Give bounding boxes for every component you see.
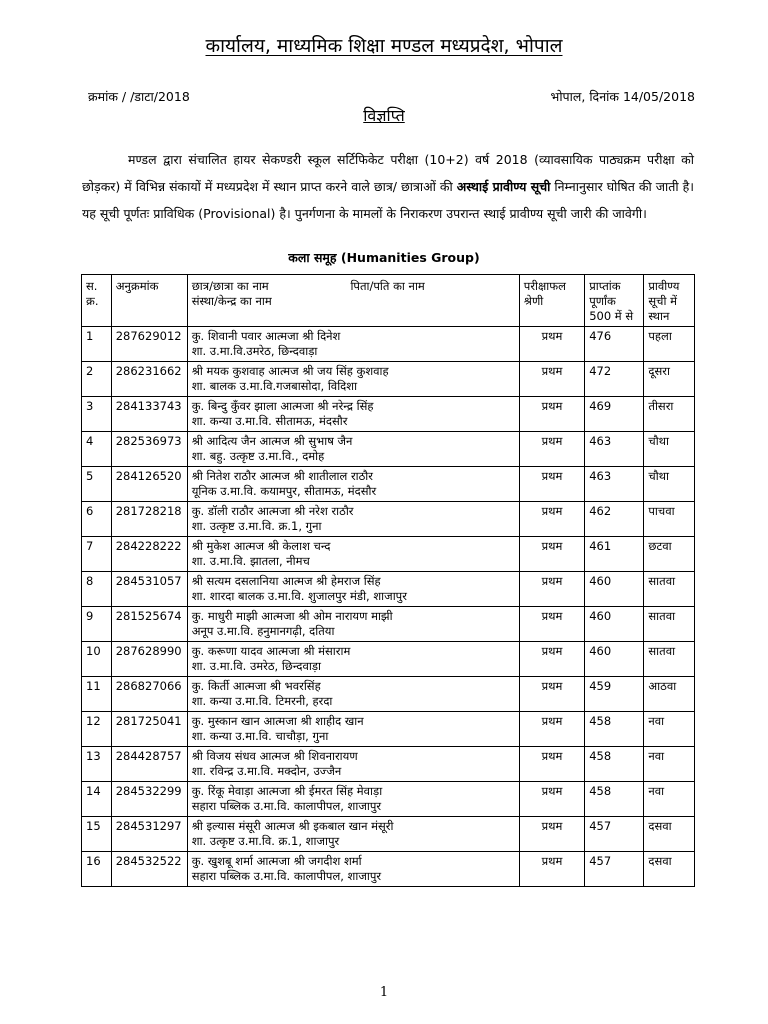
cell-student-details — [187, 362, 519, 397]
header-serial-number: स. क्र. — [82, 275, 112, 327]
school-name: शा. उ.मा.वि. झातला, नीमच — [191, 554, 310, 568]
table-row — [82, 467, 695, 502]
reference-number: क्रमांक / /डाटा/2018 — [88, 89, 190, 104]
cell-division: प्रथम — [519, 712, 584, 747]
header-student-name: छात्र/छात्रा का नाम पिता/पति का नाम संस्था/केन्द्र का नाम — [187, 275, 519, 327]
cell-serial-number: 11 — [82, 677, 112, 712]
student-name: कु. करूणा यादव आत्मजा श्री मंसाराम — [191, 644, 351, 658]
cell-marks: 463 — [585, 432, 644, 467]
school-name: सहारा पब्लिक उ.मा.वि. कालापीपल, शाजापुर — [191, 799, 382, 813]
cell-merit-rank: तीसरा — [644, 397, 695, 432]
cell-roll-number: 287629012 — [111, 327, 187, 362]
cell-serial-number: 8 — [82, 572, 112, 607]
cell-roll-number: 282536973 — [111, 432, 187, 467]
table-row — [82, 432, 695, 467]
cell-merit-rank: पाचवा — [644, 502, 695, 537]
table-row — [82, 327, 695, 362]
cell-division: प्रथम — [519, 572, 584, 607]
table-row — [82, 747, 695, 782]
cell-roll-number: 286231662 — [111, 362, 187, 397]
student-name: श्री इल्यास मंसूरी आत्मज श्री इकबाल खान मंसूरी — [191, 819, 394, 833]
notice-heading: विज्ञप्ति — [363, 106, 405, 125]
cell-merit-rank: नवा — [644, 782, 695, 817]
cell-division: प्रथम — [519, 362, 584, 397]
cell-roll-number: 284532522 — [111, 852, 187, 887]
cell-serial-number: 13 — [82, 747, 112, 782]
table-row — [82, 677, 695, 712]
cell-marks: 460 — [585, 607, 644, 642]
table-row — [82, 397, 695, 432]
school-name: शा. उ.मा.वि.उमरेठ, छिन्दवाड़ा — [191, 344, 318, 358]
cell-student-details — [187, 852, 519, 887]
cell-student-details — [187, 712, 519, 747]
table-row — [82, 537, 695, 572]
header-roll-number: अनुक्रमांक — [111, 275, 187, 327]
cell-marks: 462 — [585, 502, 644, 537]
cell-marks: 458 — [585, 782, 644, 817]
school-name: शा. उत्कृष्ट उ.मा.वि. क्र.1, शाजापुर — [191, 834, 340, 848]
cell-merit-rank: नवा — [644, 712, 695, 747]
cell-division: प्रथम — [519, 502, 584, 537]
cell-merit-rank: पहला — [644, 327, 695, 362]
table-row — [82, 817, 695, 852]
cell-roll-number: 284532299 — [111, 782, 187, 817]
cell-division: प्रथम — [519, 642, 584, 677]
student-name: श्री मुकेश आत्मज श्री केलाश चन्द — [191, 539, 331, 553]
cell-marks: 457 — [585, 852, 644, 887]
cell-roll-number: 281728218 — [111, 502, 187, 537]
table-row — [82, 572, 695, 607]
cell-serial-number: 5 — [82, 467, 112, 502]
cell-roll-number: 284531057 — [111, 572, 187, 607]
cell-marks: 457 — [585, 817, 644, 852]
cell-division: प्रथम — [519, 607, 584, 642]
group-title: कला समूह (Humanities Group) — [288, 250, 480, 265]
notice-paragraph — [82, 146, 694, 227]
school-name: अनूप उ.मा.वि. हनुमानगढ़ी, दतिया — [191, 624, 335, 638]
table-row — [82, 502, 695, 537]
cell-marks: 459 — [585, 677, 644, 712]
header-division: परीक्षाफल श्रेणी — [519, 275, 584, 327]
cell-marks: 460 — [585, 572, 644, 607]
cell-student-details — [187, 432, 519, 467]
table-row — [82, 607, 695, 642]
cell-roll-number: 286827066 — [111, 677, 187, 712]
table-header-row — [82, 275, 695, 327]
school-name: शा. बहु. उत्कृष्ट उ.मा.वि., दमोह — [191, 449, 325, 463]
cell-student-details — [187, 817, 519, 852]
student-name: कु. खुशबू शर्मा आत्मजा श्री जगदीश शर्मा — [191, 854, 362, 868]
cell-serial-number: 16 — [82, 852, 112, 887]
cell-serial-number: 2 — [82, 362, 112, 397]
cell-marks: 460 — [585, 642, 644, 677]
student-name: कु. किर्ती आत्मजा श्री भवरसिंह — [191, 679, 321, 693]
cell-merit-rank: सातवा — [644, 642, 695, 677]
student-name: श्री मयक कुशवाह आत्मज श्री जय सिंह कुशवाह — [191, 364, 389, 378]
cell-division: प्रथम — [519, 747, 584, 782]
cell-roll-number: 287628990 — [111, 642, 187, 677]
notice-text-bold: अस्थाई प्रावीण्य सूची — [456, 179, 551, 194]
page-number: 1 — [379, 985, 389, 1000]
cell-merit-rank: छटवा — [644, 537, 695, 572]
student-name: कु. शिवानी पवार आत्मजा श्री दिनेश — [191, 329, 341, 343]
school-name: शा. उ.मा.वि. उमरेठ, छिन्दवाड़ा — [191, 659, 322, 673]
cell-roll-number: 281725041 — [111, 712, 187, 747]
cell-marks: 463 — [585, 467, 644, 502]
cell-merit-rank: चौथा — [644, 432, 695, 467]
cell-merit-rank: चौथा — [644, 467, 695, 502]
cell-division: प्रथम — [519, 537, 584, 572]
cell-serial-number: 15 — [82, 817, 112, 852]
cell-division: प्रथम — [519, 327, 584, 362]
cell-merit-rank: नवा — [644, 747, 695, 782]
cell-merit-rank: सातवा — [644, 572, 695, 607]
table-row — [82, 852, 695, 887]
cell-serial-number: 9 — [82, 607, 112, 642]
cell-roll-number: 284531297 — [111, 817, 187, 852]
student-name: श्री आदित्य जैन आत्मज श्री सुभाष जैन — [191, 434, 353, 448]
cell-merit-rank: सातवा — [644, 607, 695, 642]
cell-roll-number: 284428757 — [111, 747, 187, 782]
cell-serial-number: 12 — [82, 712, 112, 747]
cell-student-details — [187, 677, 519, 712]
student-name: श्री विजय संधव आत्मज श्री शिवनारायण — [191, 749, 358, 763]
cell-student-details — [187, 572, 519, 607]
table-body — [82, 327, 695, 887]
table-row — [82, 642, 695, 677]
student-name: श्री सत्यम दसलानिया आत्मज श्री हेमराज सिंह — [191, 574, 381, 588]
student-name: कु. डॉली राठौर आत्मजा श्री नरेश राठौर — [191, 504, 354, 518]
school-name: शा. उत्कृष्ट उ.मा.वि. क्र.1, गुना — [191, 519, 322, 533]
cell-division: प्रथम — [519, 852, 584, 887]
cell-student-details — [187, 642, 519, 677]
cell-student-details — [187, 607, 519, 642]
table-row — [82, 782, 695, 817]
cell-serial-number: 3 — [82, 397, 112, 432]
cell-roll-number: 281525674 — [111, 607, 187, 642]
cell-marks: 476 — [585, 327, 644, 362]
place-date: भोपाल, दिनांक 14/05/2018 — [550, 89, 695, 104]
school-name: शा. कन्या उ.मा.वि. टिमरनी, हरदा — [191, 694, 333, 708]
cell-student-details — [187, 747, 519, 782]
student-name: श्री नितेश राठौर आत्मज श्री शातीलाल राठौर — [191, 469, 373, 483]
cell-marks: 472 — [585, 362, 644, 397]
cell-student-details — [187, 537, 519, 572]
notice-text-2: निम्नानुसार घोषित की जाती है। यह सूची पूर्णतः प्राविधिक (Provisional) है। पुनर्गणना के मामलों के निराकरण उपरान्त स्थाई प्रावीण्य सूची जारी की जावेगी। — [82, 179, 694, 221]
cell-marks: 458 — [585, 712, 644, 747]
cell-merit-rank: दसवा — [644, 852, 695, 887]
cell-roll-number: 284133743 — [111, 397, 187, 432]
merit-list-table — [81, 274, 695, 887]
school-name: सहारा पब्लिक उ.मा.वि. कालापीपल, शाजापुर — [191, 869, 382, 883]
cell-roll-number: 284126520 — [111, 467, 187, 502]
cell-serial-number: 10 — [82, 642, 112, 677]
school-name: शा. कन्या उ.मा.वि. चाचौड़ा, गुना — [191, 729, 329, 743]
cell-marks: 461 — [585, 537, 644, 572]
cell-serial-number: 14 — [82, 782, 112, 817]
cell-student-details — [187, 467, 519, 502]
cell-student-details — [187, 397, 519, 432]
cell-division: प्रथम — [519, 397, 584, 432]
cell-serial-number: 6 — [82, 502, 112, 537]
cell-student-details — [187, 782, 519, 817]
cell-serial-number: 1 — [82, 327, 112, 362]
table-row — [82, 362, 695, 397]
cell-marks: 458 — [585, 747, 644, 782]
cell-student-details — [187, 502, 519, 537]
school-name: शा. शारदा बालक उ.मा.वि. शुजालपुर मंडी, शाजापुर — [191, 589, 407, 603]
cell-roll-number: 284228222 — [111, 537, 187, 572]
cell-division: प्रथम — [519, 432, 584, 467]
table-row — [82, 712, 695, 747]
school-name: शा. बालक उ.मा.वि.गजबासोदा, विदिशा — [191, 379, 358, 393]
cell-serial-number: 4 — [82, 432, 112, 467]
header-marks: प्राप्तांक पूर्णांक 500 में से — [585, 275, 644, 327]
cell-division: प्रथम — [519, 817, 584, 852]
cell-division: प्रथम — [519, 677, 584, 712]
student-name: कु. मुस्कान खान आत्मजा श्री शाहीद खान — [191, 714, 364, 728]
cell-division: प्रथम — [519, 782, 584, 817]
school-name: यूनिक उ.मा.वि. कयामपुर, सीतामऊ, मंदसौर — [191, 484, 377, 498]
school-name: शा. कन्या उ.मा.वि. सीतामऊ, मंदसौर — [191, 414, 348, 428]
student-name: कु. माधुरी माझी आत्मजा श्री ओम नारायण माझी — [191, 609, 393, 623]
notice-text-1: मण्डल द्वारा संचालित हायर सेकण्डरी स्कूल सर्टिफिकेट परीक्षा (10+2) वर्ष 2018 (व्यावसायिक पाठ्यक्रम परीक्षा को छोड़कर) में विभिन्न संकायों में मध्यप्रदेश में स्थान प्राप्त करने वाले छात्र/ छात्राओं की — [82, 152, 694, 194]
office-title: कार्यालय, माध्यमिक शिक्षा मण्डल मध्यप्रदेश, भोपाल — [205, 35, 563, 57]
cell-merit-rank: आठवा — [644, 677, 695, 712]
school-name: शा. रविन्द्र उ.मा.वि. मक्दोन, उज्जैन — [191, 764, 342, 778]
cell-division: प्रथम — [519, 467, 584, 502]
student-name: कु. रिंकू मेवाड़ा आत्मजा श्री ईमरत सिंह मेवाड़ा — [191, 784, 383, 798]
cell-merit-rank: दसवा — [644, 817, 695, 852]
cell-merit-rank: दूसरा — [644, 362, 695, 397]
header-merit-rank: प्रावीण्य सूची में स्थान — [644, 275, 695, 327]
cell-student-details — [187, 327, 519, 362]
cell-marks: 469 — [585, 397, 644, 432]
cell-serial-number: 7 — [82, 537, 112, 572]
student-name: कु. बिन्दु कुँवर झाला आत्मजा श्री नरेन्द्र सिंह — [191, 399, 374, 413]
